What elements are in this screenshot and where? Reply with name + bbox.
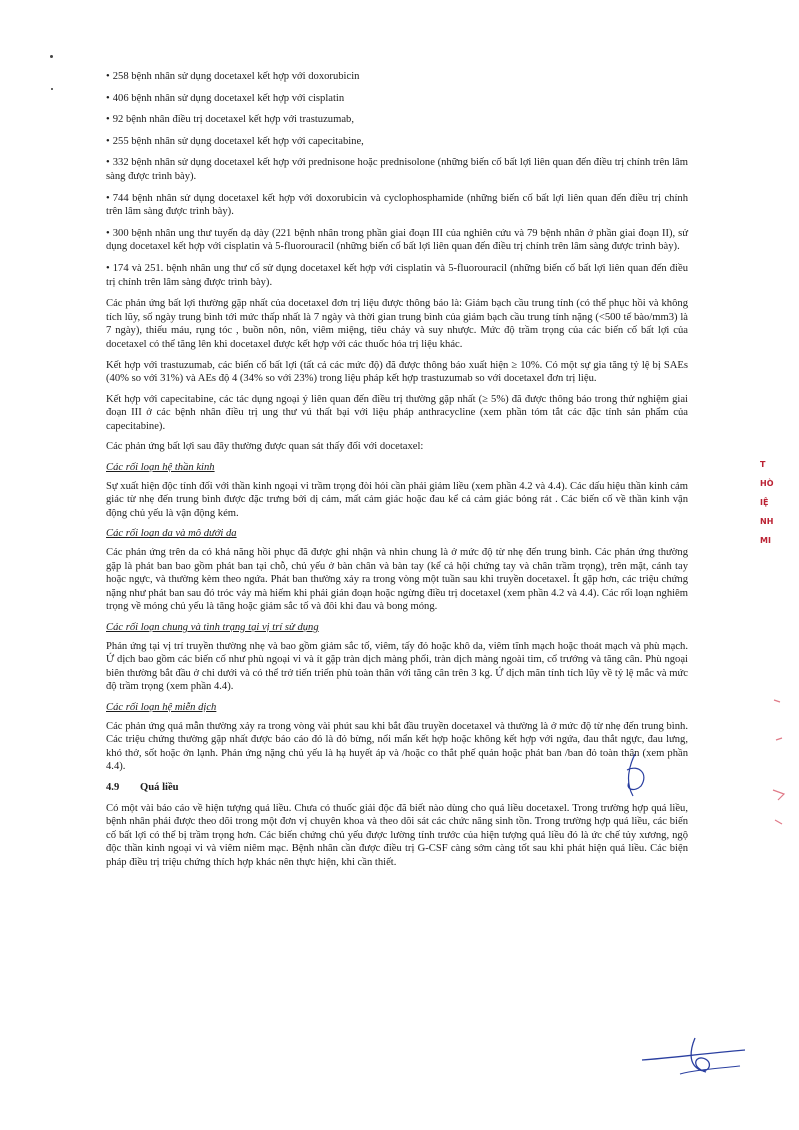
heading-skin: Các rối loạn da và mô dưới da — [106, 528, 237, 540]
heading-nervous-system: Các rối loạn hệ thần kinh — [106, 462, 215, 474]
list-item-text: 258 bệnh nhân sử dụng docetaxel kết hợp với doxorubicin — [112, 71, 360, 82]
stamp-text: MI — [760, 536, 771, 545]
list-item-text: 744 bệnh nhân sử dụng docetaxel kết hợp với doxorubicin và cyclophosphamide (những biến cố bất lợi liên quan đến điều trị chính trên lâm sàng được trình bày). — [106, 192, 688, 218]
stamp-text: IỆ — [760, 498, 769, 507]
signature-icon — [640, 1030, 750, 1080]
heading-general-disorders: Các rối loạn chung và tình trạng tại vị trí sử dụng — [106, 622, 319, 633]
list-item — [106, 192, 688, 219]
paragraph-capecitabine: Kết hợp với capecitabine, các tác dụng ngoại ý liên quan đến điều trị thường gặp nhất (≥ 5%) đã được thông báo trong thử nghiệm giai đoạn III ở các bệnh nhân điều trị ung thư vú thất bại với liệu pháp anthracycline (xem phần tóm tắt các đặc tính sản phẩm của capecitabine). — [106, 393, 688, 432]
list-item — [106, 135, 688, 149]
paragraph-observed: Các phản ứng bất lợi sau đây thường được quan sát thấy đối với docetaxel: — [106, 441, 424, 453]
list-item — [106, 70, 688, 84]
list-item-text: 255 bệnh nhân sử dụng docetaxel kết hợp với capecitabine, — [112, 135, 364, 147]
list-item — [106, 227, 688, 254]
paragraph-trastuzumab: Kết hợp với trastuzumab, các biến cố bất lợi (tất cả các mức độ) đã được thông báo xuất hiện ≥ 10%. Có một sự gia tăng tỷ lệ bị SAEs (40% so với 31%) và AEs độ 4 (34% so với 23%) trong liệu pháp kết hợp trastuzumab so với docetaxel đơn trị liệu. — [106, 359, 688, 385]
document-page — [106, 70, 688, 877]
paragraph-general-disorders: Phản ứng tại vị trí truyền thường nhẹ và bao gồm giảm sắc tố, viêm, tấy đỏ hoặc khô da, viêm tĩnh mạch hoặc thoát mạch và phù mạch. Ứ dịch bao gồm các biến cố như phù ngoại vi và ít gặp tràn dịch màng phổi, tràn dịch màng ngoài tim, cổ trướng và tăng cân. Phù ngoại biên thường bắt đầu ở chi dưới và có thể trở tiến triển phù toàn thân với tăng cân trên 3 kg. Ứ dịch mãn tính tích lũy về tỷ lệ mắc và mức độ trầm trọng (xem phần 4.4). — [106, 640, 688, 693]
bullet-icon: • — [106, 192, 110, 204]
paragraph-skin: Các phản ứng trên da có khả năng hồi phục đã được ghi nhận và nhìn chung là ở mức độ từ nhẹ đến trung bình. Các phản ứng thường gặp là phát ban bao gồm phát ban tại chỗ, chủ yếu ở bàn chân và bàn tay (kể cả hội chứng tay và chân trầm trọng), trên mặt, cánh tay hoặc ngực, và thường kèm theo ngứa. Phát ban thường xảy ra trong vòng một tuần sau khi truyền docetaxel. Ít gặp hơn, các triệu chứng nặng như phát ban sau đó tróc vảy mà hiếm khi phải gián đoạn hoặc ngừng điều trị docetaxel (xem phần 4.2 và 4.4). Các rối loạn nghiêm trọng về móng chủ yếu là tăng hoặc giảm sắc tố và đôi khi đau và bong móng. — [106, 547, 688, 613]
paragraph-common-reactions: Các phản ứng bất lợi thường gặp nhất của docetaxel đơn trị liệu được thông báo là: Giảm bạch cầu trung tính (có thể phục hồi và không tích lũy, số ngày trung bình tới mức thấp nhất là 7 ngày và thời gian trung bình của giảm bạch cầu trung tính nặng (<500 tế bào/mm3) là 7 ngày), thiếu máu, rụng tóc , buồn nôn, nôn, viêm miệng, tiêu chảy và suy nhược. Mức độ trầm trọng của các biến cố bất lợi của docetaxel có thể tăng lên khi docetaxel được kết hợp với các thuốc hóa trị liệu khác. — [106, 298, 688, 350]
paragraph-immune-system: Các phản ứng quá mẫn thường xảy ra trong vòng vài phút sau khi bắt đầu truyền docetaxel và thường là ở mức độ từ nhẹ đến trung bình. Các triệu chứng thường gặp nhất được báo cáo đó là đỏ bừng, nổi mẩn kết hợp hoặc không kết hợp với ngứa, đau thắt ngực, đau lưng, khó thở, sốt hoặc ớn lạnh. Phản ứng nặng chủ yếu là hạ huyết áp và /hoặc co thắt phế quản hoặc phát ban /ban đỏ toàn thân (xem phần 4.4). — [106, 720, 688, 773]
faint-stamp-marks — [770, 690, 790, 840]
bullet-icon: • — [106, 227, 110, 239]
heading-immune-system: Các rối loạn hệ miễn dịch — [106, 701, 217, 713]
paragraph-nervous-system: Sự xuất hiện độc tính đối với thần kinh ngoại vi trầm trọng đòi hỏi cần phải giảm liều (xem phần 4.2 và 4.4). Các dấu hiệu thần kinh cảm giác từ nhẹ đến trung bình được đặc trưng bởi dị cảm, mất cảm giác hoặc đau kể cả cảm giác bỏng rát . Các biến cố về thần kinh vận động chủ yếu là vận động kém. — [106, 480, 688, 519]
side-stamp — [760, 460, 790, 600]
section-number: 4.9 — [106, 781, 120, 793]
list-item-text: 174 và 251. bệnh nhân ung thư cổ sử dụng docetaxel kết hợp với cisplatin và 5-fluorouracil (những biến cố bất lợi liên quan đến điều trị chính trên lâm sàng được trình bày). — [106, 262, 688, 288]
scan-dot — [51, 88, 53, 90]
scan-marks — [50, 55, 56, 95]
bullet-icon: • — [106, 262, 110, 274]
list-item-text: 92 bệnh nhân điều trị docetaxel kết hợp với trastuzumab, — [112, 114, 354, 126]
patient-bullet-list — [106, 70, 688, 289]
bullet-icon: • — [106, 71, 110, 82]
section-heading-overdose — [106, 781, 688, 795]
list-item-text: 300 bệnh nhân ung thư tuyến dạ dày (221 bệnh nhân trong phần giai đoạn III của nghiên cứu và 79 bệnh nhân ở phần giai đoạn II), sử dụng docetaxel kết hợp với cisplatin và 5-fluorouracil (những biến cố bất lợi liên quan đến điều trị chính trên lâm sàng được trình bày). — [106, 227, 688, 253]
list-item — [106, 262, 688, 289]
bullet-icon: • — [106, 135, 110, 147]
stamp-text: T — [760, 460, 766, 469]
scan-dot — [50, 55, 53, 58]
paragraph-overdose: Có một vài báo cáo về hiện tượng quá liều. Chưa có thuốc giải độc đã biết nào dùng cho quá liều docetaxel. Trong trường hợp quá liều, bệnh nhân phải được theo dõi trong một đơn vị chuyên khoa và theo dõi sát các chức năng sinh tồn. Trong trường hợp quá liều, các biến cố bất lợi có thể bị trầm trọng hơn. Các biến chứng chủ yếu được lường tính trước của hiện tượng quá liều đó là ức chế tủy xương, ngộ độc thần kinh ngoại vi và viêm niêm mạc. Bệnh nhân cần được điều trị G-CSF càng sớm càng tốt sau khi phát hiện quá liều. Các biện pháp điều trị triệu chứng thích hợp khác nên thực hiện, khi cần thiết. — [106, 802, 688, 868]
section-title: Quá liều — [140, 781, 179, 793]
stamp-text: NH — [760, 517, 774, 526]
list-item-text: 332 bệnh nhân sử dụng docetaxel kết hợp với prednisone hoặc prednisolone (những biến cố bất lợi liên quan đến điều trị chính trên lâm sàng được trình bày). — [106, 157, 688, 182]
list-item — [106, 113, 688, 127]
bullet-icon: • — [106, 114, 110, 126]
stamp-text: HÒ — [760, 479, 774, 488]
list-item-text: 406 bệnh nhân sử dụng docetaxel kết hợp với cisplatin — [112, 92, 345, 104]
list-item — [106, 92, 688, 106]
bullet-icon: • — [106, 157, 110, 169]
list-item — [106, 156, 688, 183]
bullet-icon: • — [106, 92, 110, 104]
pen-annotation-icon — [605, 752, 665, 802]
